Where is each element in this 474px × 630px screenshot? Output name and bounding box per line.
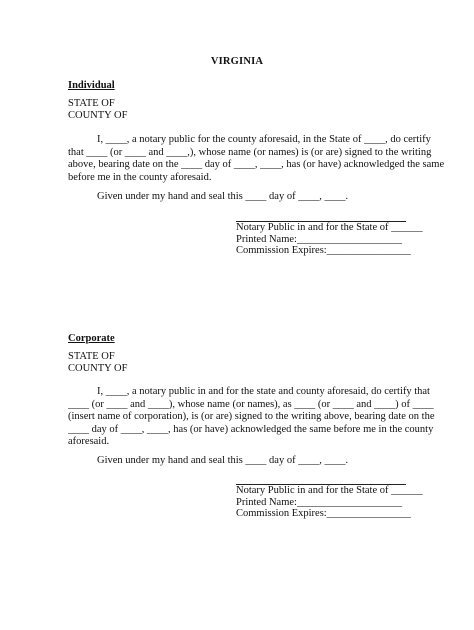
individual-signature-block: [236, 222, 423, 257]
individual-certificate-paragraph: [68, 134, 445, 184]
paragraph-line: ____ day of ____, ____, has (or have) acknowledged the same before me in the county: [68, 423, 434, 435]
individual-given-line: Given under my hand and seal this ____ day of ____, ____.: [97, 191, 349, 202]
corporate-certificate-paragraph: [68, 386, 435, 449]
commission-expires-line: Commission Expires:________________: [236, 245, 411, 257]
paragraph-line: before me in the county aforesaid.: [68, 171, 212, 183]
notary-public-line: Notary Public in and for the State of ______: [236, 222, 423, 233]
commission-expires-line: Commission Expires:________________: [236, 508, 411, 520]
individual-county-of: COUNTY OF: [68, 110, 128, 121]
printed-name-line: Printed Name:____________________: [236, 233, 402, 245]
corporate-heading: Corporate: [68, 333, 115, 344]
paragraph-line: above, bearing date on the ____ day of ____, ____, has (or have) acknowledged the same: [68, 159, 445, 171]
individual-heading: Individual: [68, 80, 115, 91]
paragraph-line: aforesaid.: [68, 436, 110, 448]
corporate-county-of: COUNTY OF: [68, 363, 128, 374]
corporate-state-of: STATE OF: [68, 351, 115, 362]
paragraph-line: ____ (or ____ and ____), whose name (or names), as ____ (or ____ and ____) of ____: [68, 398, 434, 410]
paragraph-line: I, ____, a notary public in and for the state and county aforesaid, do certify that: [97, 386, 430, 397]
notary-public-line: Notary Public in and for the State of ______: [236, 485, 423, 496]
corporate-signature-block: [236, 485, 423, 520]
document-title: VIRGINIA: [210, 56, 264, 67]
printed-name-line: Printed Name:____________________: [236, 496, 402, 508]
individual-state-of: STATE OF: [68, 98, 115, 109]
paragraph-line: I, ____, a notary public for the county aforesaid, in the State of ____, do certify: [97, 134, 431, 145]
paragraph-line: that ____ (or ____ and ____,), whose name (or names) is (or are) signed to the writing: [68, 146, 432, 158]
corporate-given-line: Given under my hand and seal this ____ day of ____, ____.: [97, 455, 349, 466]
paragraph-line: (insert name of corporation), is (or are) signed to the writing above, bearing date on the: [68, 411, 435, 423]
